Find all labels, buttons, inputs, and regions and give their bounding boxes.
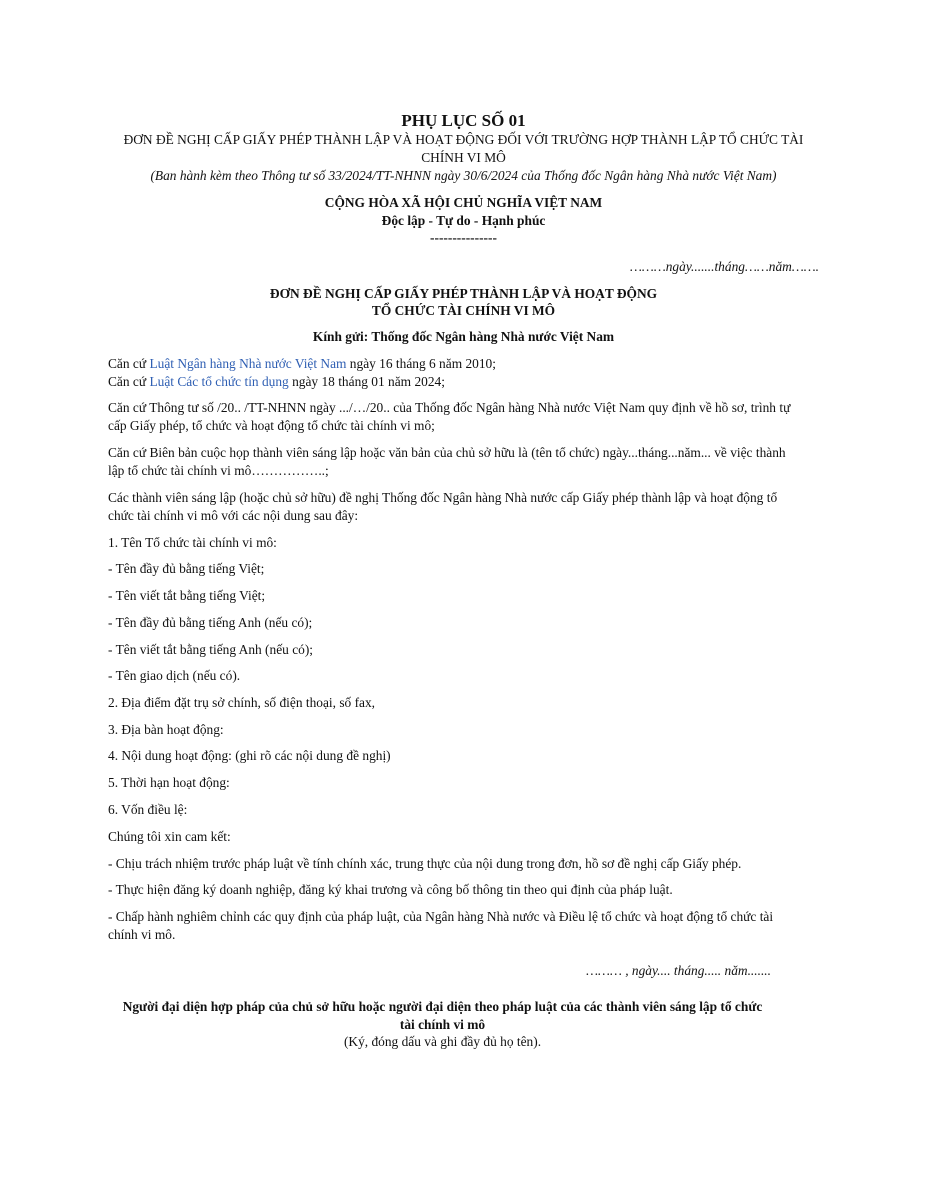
basis-prefix: Căn cứ [108, 356, 150, 371]
country-name: CỘNG HÒA XÃ HỘI CHỦ NGHĨA VIỆT NAM [324, 195, 603, 210]
commitment-item: - Thực hiện đăng ký doanh nghiệp, đăng ký khai trương và công bố thông tin theo qui định của pháp luật. [108, 882, 673, 897]
request-line2: chức tài chính vi mô với các nội dung sau đây: [108, 508, 359, 523]
list-item: - Tên viết tắt bằng tiếng Việt; [108, 588, 266, 603]
basis-suffix: ngày 16 tháng 6 năm 2010; [346, 356, 496, 371]
divider-dashes: --------------- [430, 230, 497, 245]
list-item: - Tên giao dịch (nếu có). [108, 668, 241, 683]
law-sbv-link[interactable]: Luật Ngân hàng Nhà nước Việt Nam [149, 356, 347, 371]
law-credit-institutions-link[interactable]: Luật Các tổ chức tín dụng [149, 374, 289, 389]
basis-law-credit [108, 373, 808, 391]
issued-with-note: (Ban hành kèm theo Thông tư số 33/2024/TT-NHNN ngày 30/6/2024 của Thống đốc Ngân hàng Nhà nước Việt Nam) [150, 168, 777, 183]
basis-law-sbv [108, 355, 808, 373]
list-item: - Tên viết tắt bằng tiếng Anh (nếu có); [108, 642, 314, 657]
commitment-item-line1: - Chấp hành nghiêm chỉnh các quy định của pháp luật, của Ngân hàng Nhà nước và Điều lệ tổ chức và hoạt động tổ chức tài [108, 909, 774, 924]
list-item: - Tên đầy đủ bằng tiếng Anh (nếu có); [108, 615, 313, 630]
basis-circular-line2: cấp Giấy phép, tổ chức và hoạt động tổ chức tài chính vi mô; [108, 418, 435, 433]
list-item: 4. Nội dung hoạt động: (ghi rõ các nội dung đề nghị) [108, 748, 391, 763]
basis-suffix: ngày 18 tháng 01 năm 2024; [288, 374, 445, 389]
commitment-item-line2: chính vi mô. [108, 927, 176, 942]
request-line1: Các thành viên sáng lập (hoặc chủ sở hữu) đề nghị Thống đốc Ngân hàng Nhà nước cấp Giấy phép thành lập và hoạt động tổ [108, 490, 778, 505]
signature-date-line: ……… , ngày.... tháng..... năm....... [586, 963, 771, 978]
basis-minutes-line2: lập tổ chức tài chính vi mô……………..; [108, 463, 329, 478]
signer-title-line1: Người đại diện hợp pháp của chủ sở hữu hoặc người đại diện theo pháp luật của các thành viên sáng lập tổ chức [122, 999, 763, 1014]
commitment-heading: Chúng tôi xin cam kết: [108, 829, 231, 844]
list-item: - Tên đầy đủ bằng tiếng Việt; [108, 561, 265, 576]
basis-circular-line1: Căn cứ Thông tư số /20.. /TT-NHNN ngày .../…/20.. của Thống đốc Ngân hàng Nhà nước Việt Nam quy định về hồ sơ, trình tự [108, 400, 791, 415]
document-title-line1: ĐƠN ĐỀ NGHỊ CẤP GIẤY PHÉP THÀNH LẬP VÀ HOẠT ĐỘNG [269, 286, 658, 301]
signature-instruction: (Ký, đóng dấu và ghi đầy đủ họ tên). [343, 1034, 542, 1049]
basis-prefix: Căn cứ [108, 374, 150, 389]
list-item: 6. Vốn điều lệ: [108, 802, 188, 817]
commitment-item: - Chịu trách nhiệm trước pháp luật về tính chính xác, trung thực của nội dung trong đơn, hồ sơ đề nghị cấp Giấy phép. [108, 856, 742, 871]
signer-title-line2: tài chính vi mô [399, 1017, 486, 1032]
appendix-title: PHỤ LỤC SỐ 01 [401, 111, 526, 130]
form-title-line2: CHÍNH VI MÔ [421, 150, 506, 165]
recipient-line: Kính gửi: Thống đốc Ngân hàng Nhà nước Việt Nam [312, 329, 615, 344]
list-item: 2. Địa điểm đặt trụ sở chính, số điện thoại, số fax, [108, 695, 376, 710]
list-item: 1. Tên Tổ chức tài chính vi mô: [108, 535, 277, 550]
list-item: 5. Thời hạn hoạt động: [108, 775, 230, 790]
basis-minutes-line1: Căn cứ Biên bản cuộc họp thành viên sáng lập hoặc văn bản của chủ sở hữu là (tên tổ chức) ngày...tháng...năm... về việc thành [108, 445, 786, 460]
date-line: ………ngày.......tháng……năm……. [630, 259, 819, 274]
list-item: 3. Địa bàn hoạt động: [108, 722, 224, 737]
form-title-line1: ĐƠN ĐỀ NGHỊ CẤP GIẤY PHÉP THÀNH LẬP VÀ HOẠT ĐỘNG ĐỐI VỚI TRƯỜNG HỢP THÀNH LẬP TỔ CHỨC TÀI [123, 132, 804, 147]
document-title-line2: TỔ CHỨC TÀI CHÍNH VI MÔ [371, 303, 556, 318]
national-motto: Độc lập - Tự do - Hạnh phúc [381, 213, 546, 228]
